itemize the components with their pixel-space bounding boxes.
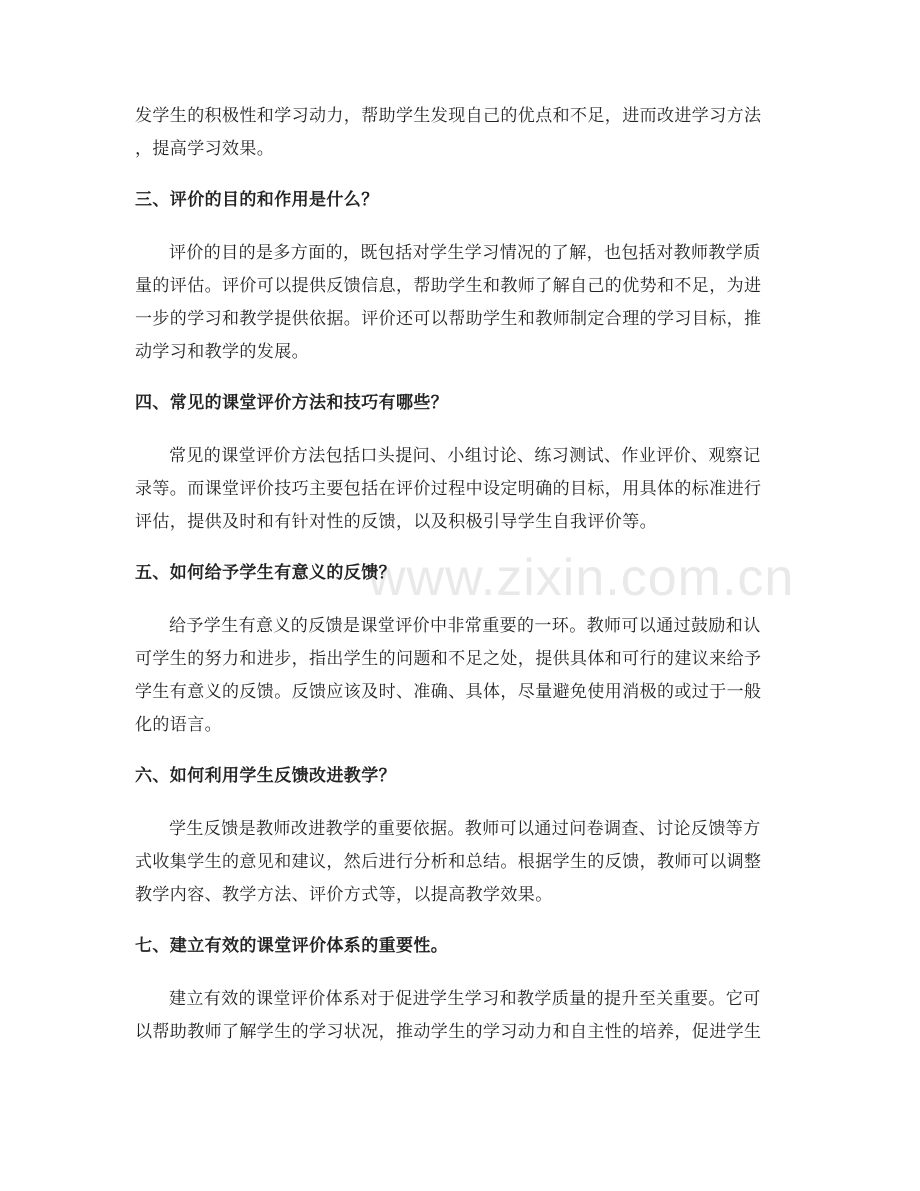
intro-paragraph bbox=[135, 100, 785, 166]
paragraph-line: 录等。而课堂评价技巧主要包括在评价过程中设定明确的目标，用具体的标准进行 bbox=[135, 479, 762, 499]
paragraph-line: 教学内容、教学方法、评价方式等，以提高教学效果。 bbox=[135, 885, 553, 905]
paragraph-line: 以帮助教师了解学生的学习状况，推动学生的学习动力和自主性的培养，促进学生 bbox=[135, 1022, 762, 1042]
paragraph-line: ，提高学习效果。 bbox=[135, 139, 275, 159]
paragraph-line: 可学生的努力和进步，指出学生的问题和不足之处，提供具体和可行的建议来给予 bbox=[135, 649, 762, 669]
section-heading-7: 七、建立有效的课堂评价体系的重要性。 bbox=[135, 936, 449, 956]
paragraph-line: 一步的学习和教学提供依据。评价还可以帮助学生和教师制定合理的学习目标，推 bbox=[135, 309, 762, 329]
paragraph-line: 量的评估。评价可以提供反馈信息，帮助学生和教师了解自己的优势和不足，为进 bbox=[135, 276, 762, 296]
paragraph-line: 化的语言。 bbox=[135, 715, 222, 735]
section-paragraph-6 bbox=[135, 813, 785, 912]
section-paragraph-4 bbox=[135, 440, 785, 539]
section-heading-4: 四、常见的课堂评价方法和技巧有哪些？ bbox=[135, 393, 449, 413]
paragraph-line: 建立有效的课堂评价体系对于促进学生学习和教学质量的提升至关重要。它可 bbox=[169, 989, 761, 1009]
section-paragraph-3 bbox=[135, 237, 785, 369]
paragraph-line: 评估，提供及时和有针对性的反馈，以及积极引导学生自我评价等。 bbox=[135, 512, 657, 532]
section-paragraph-7 bbox=[135, 983, 785, 1049]
paragraph-line: 发学生的积极性和学习动力，帮助学生发现自己的优点和不足，进而改进学习方法 bbox=[135, 106, 762, 126]
paragraph-line: 学生反馈是教师改进教学的重要依据。教师可以通过问卷调查、讨论反馈等方 bbox=[169, 819, 761, 839]
section-heading-3: 三、评价的目的和作用是什么？ bbox=[135, 190, 379, 210]
paragraph-line: 式收集学生的意见和建议，然后进行分析和总结。根据学生的反馈，教师可以调整 bbox=[135, 852, 762, 872]
paragraph-line: 动学习和教学的发展。 bbox=[135, 342, 309, 362]
paragraph-line: 学生有意义的反馈。反馈应该及时、准确、具体，尽量避免使用消极的或过于一般 bbox=[135, 682, 762, 702]
paragraph-line: 常见的课堂评价方法包括口头提问、小组讨论、练习测试、作业评价、观察记 bbox=[169, 446, 761, 466]
document-body bbox=[135, 100, 785, 1049]
paragraph-line: 评价的目的是多方面的，既包括对学生学习情况的了解，也包括对教师教学质 bbox=[169, 243, 761, 263]
section-heading-5: 五、如何给予学生有意义的反馈？ bbox=[135, 563, 396, 583]
watermark: www.zixin.com.cn bbox=[368, 549, 795, 607]
section-paragraph-5 bbox=[135, 610, 785, 742]
section-heading-6: 六、如何利用学生反馈改进教学？ bbox=[135, 766, 396, 786]
paragraph-line: 给予学生有意义的反馈是课堂评价中非常重要的一环。教师可以通过鼓励和认 bbox=[169, 616, 761, 636]
